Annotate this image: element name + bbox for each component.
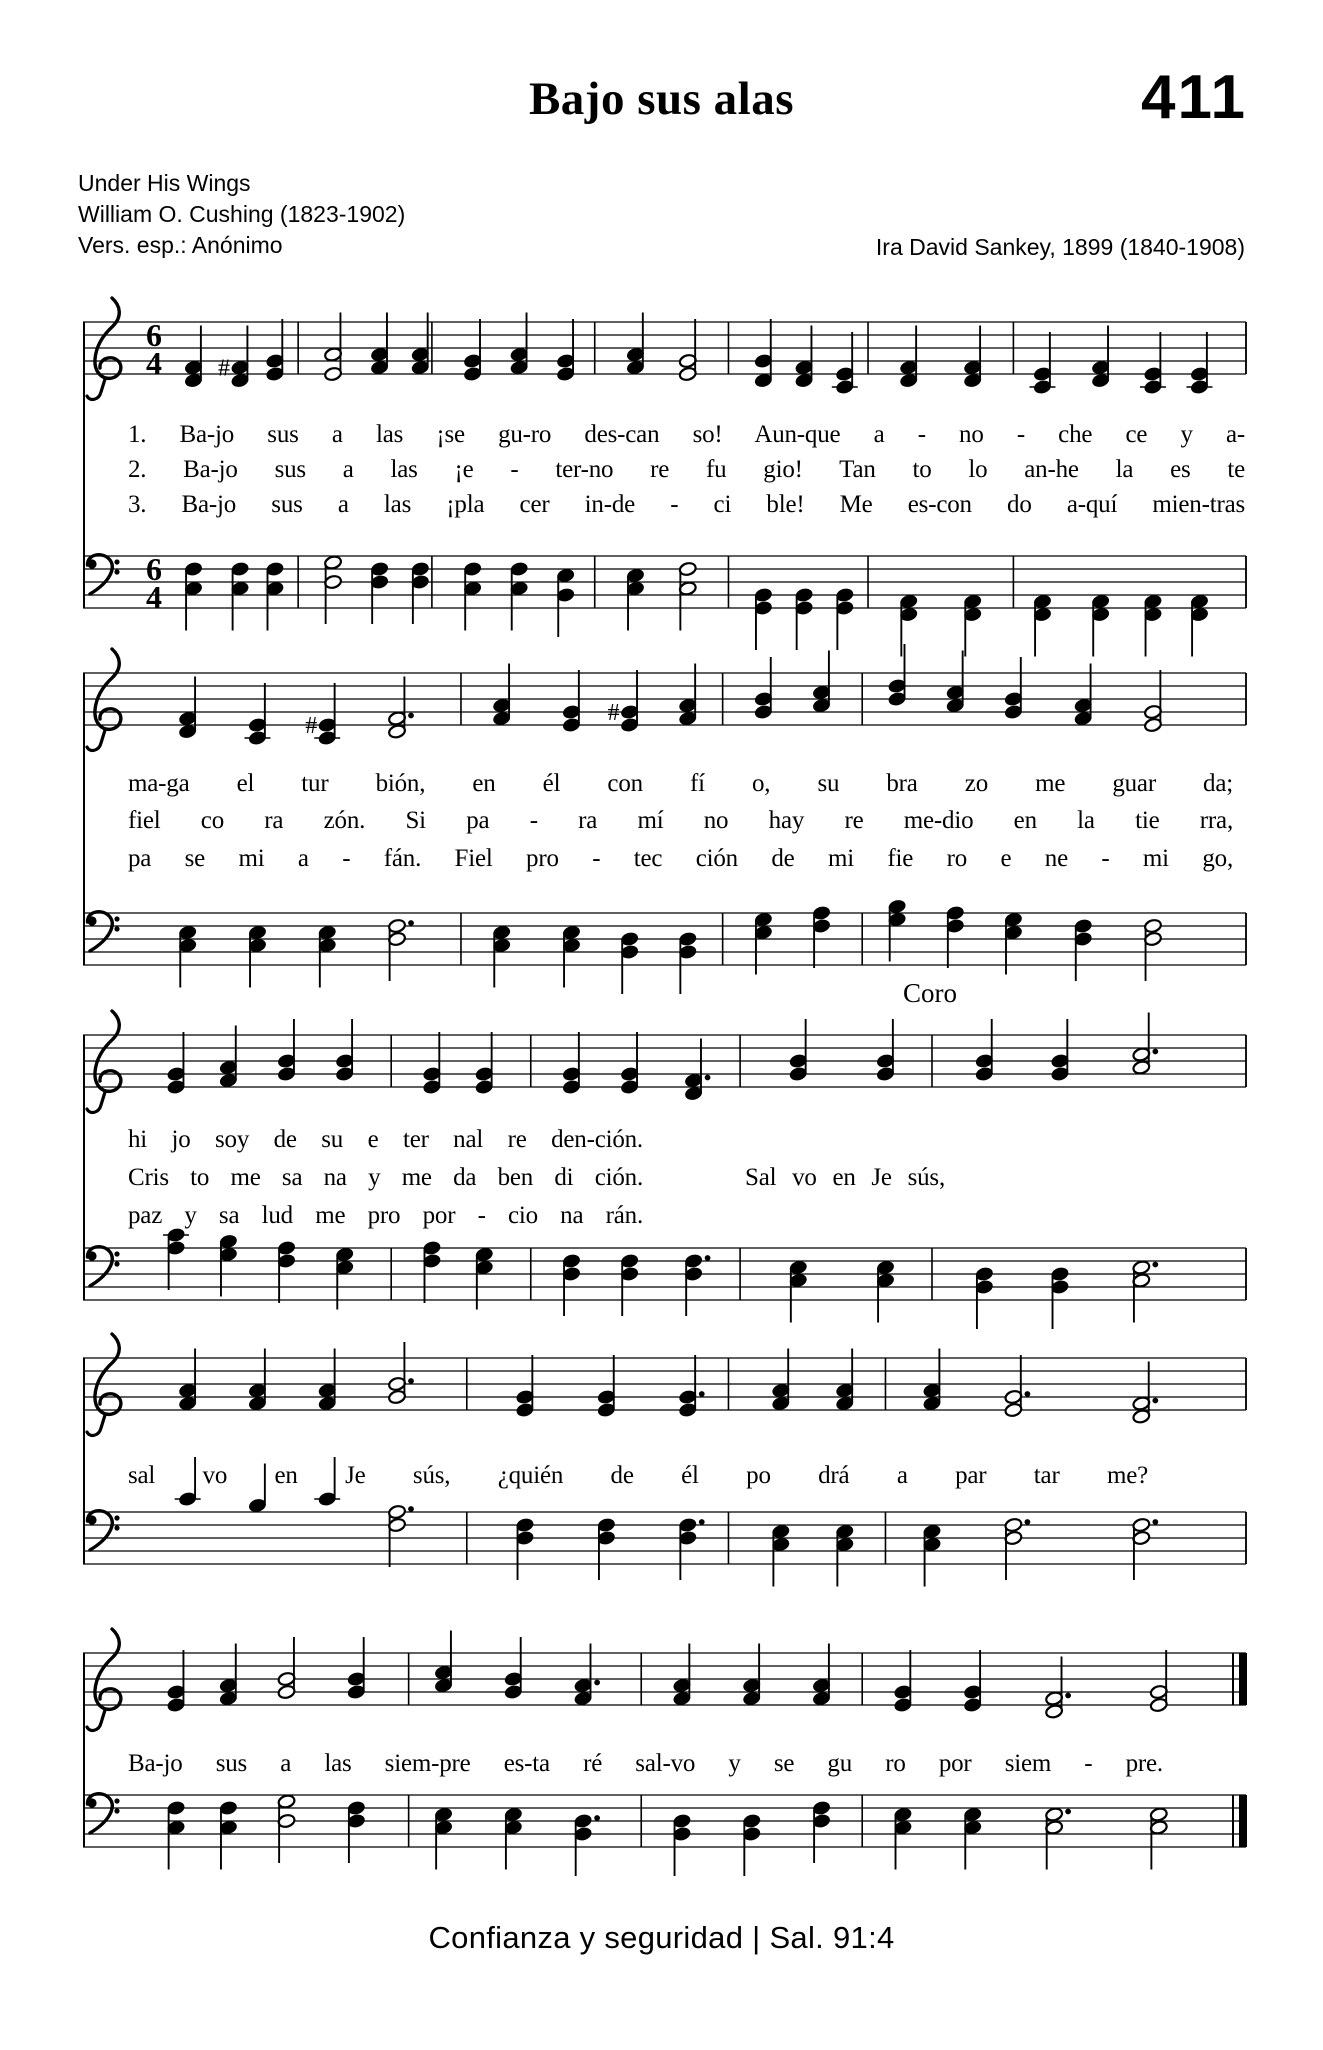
bass-clef-icon: [87, 912, 119, 951]
lyric-line: hi jo soy de su e ter nal re den-ción.: [128, 1126, 643, 1153]
footer-separator: |: [752, 1920, 761, 1955]
lyric-line: ma-ga el tur bión, en él con fí o, su bra zo me guar da;: [128, 770, 1233, 797]
lyric-line-verse-3: 3. Ba-jo sus a las ¡pla cer in-de - ci ble! Me es-con do a-quí mien-tras: [128, 491, 1245, 518]
composer-credit: Ira David Sankey, 1899 (1840-1908): [875, 234, 1245, 260]
svg-text:6: 6: [146, 317, 162, 353]
svg-text:6: 6: [146, 551, 162, 587]
original-title: Under His Wings: [78, 170, 251, 196]
svg-text:4: 4: [146, 579, 162, 615]
sharp-accidental: #: [218, 355, 231, 382]
treble-staff-system-2: [70, 618, 1270, 788]
system-left-barline: [83, 1358, 85, 1564]
bass-clef-icon: [87, 1794, 119, 1833]
treble-staff-system-4: [70, 1303, 1270, 1473]
treble-clef-icon: [87, 1334, 121, 1435]
bass-clef-icon: [87, 555, 119, 594]
treble-clef-icon: [87, 1011, 121, 1112]
svg-text:4: 4: [146, 345, 162, 381]
translation-credit: Vers. esp.: Anónimo: [78, 232, 283, 258]
system-left-barline: [83, 1653, 85, 1847]
lyric-line: pa se mi a - fán. Fiel pro - tec ción de mi fie ro e ne - mi go,: [128, 845, 1233, 872]
footer-caption: [0, 1920, 1323, 1956]
lyric-line: Cris to me sa na y me da ben di ción.: [128, 1164, 643, 1191]
author-credit: William O. Cushing (1823-1902): [78, 201, 406, 227]
lyric-line-coro-pickup: Sal vo en Je sús,: [745, 1164, 945, 1191]
treble-clef-icon: [87, 1629, 121, 1730]
footer-category: Confianza y seguridad: [428, 1920, 744, 1955]
treble-staff-system-1: [70, 267, 1270, 437]
footer-scripture: Sal. 91:4: [769, 1920, 895, 1955]
treble-clef-icon: [87, 649, 121, 750]
lyric-line: Ba-jo sus a las siem-pre es-ta ré sal-vo y se gu ro por siem - pre.: [128, 1750, 1163, 1777]
sharp-accidental: #: [305, 713, 318, 739]
hymn-title: Bajo sus alas: [528, 73, 795, 125]
lyric-line: sal vo en Je sús, ¿quién de él po drá a par tar me?: [128, 1462, 1148, 1489]
lyric-line-verse-2: 2. Ba-jo sus a las ¡e - ter-no re fu gio! Tan to lo an-he la es te: [128, 456, 1245, 483]
lyric-line-verse-1: 1. Ba-jo sus a las ¡se gu-ro des-can so! Aun-que a - no - che ce y a-: [128, 421, 1245, 448]
system-left-barline: [83, 322, 85, 608]
bass-clef-icon: [87, 1511, 119, 1550]
bass-clef-icon: [87, 1247, 119, 1286]
system-left-barline: [83, 1035, 85, 1300]
hymn-number: 411: [1140, 63, 1247, 132]
sharp-accidental: #: [607, 700, 620, 726]
coro-label: Coro: [903, 978, 957, 1008]
system-left-barline: [83, 673, 85, 965]
lyric-line: paz y sa lud me pro por - cio na rán.: [128, 1202, 643, 1229]
treble-staff-system-3: [70, 980, 1270, 1150]
lyric-line: fiel co ra zón. Si pa - ra mí no hay re me-dio en la tie rra,: [128, 807, 1233, 834]
treble-clef-icon: [87, 298, 121, 399]
